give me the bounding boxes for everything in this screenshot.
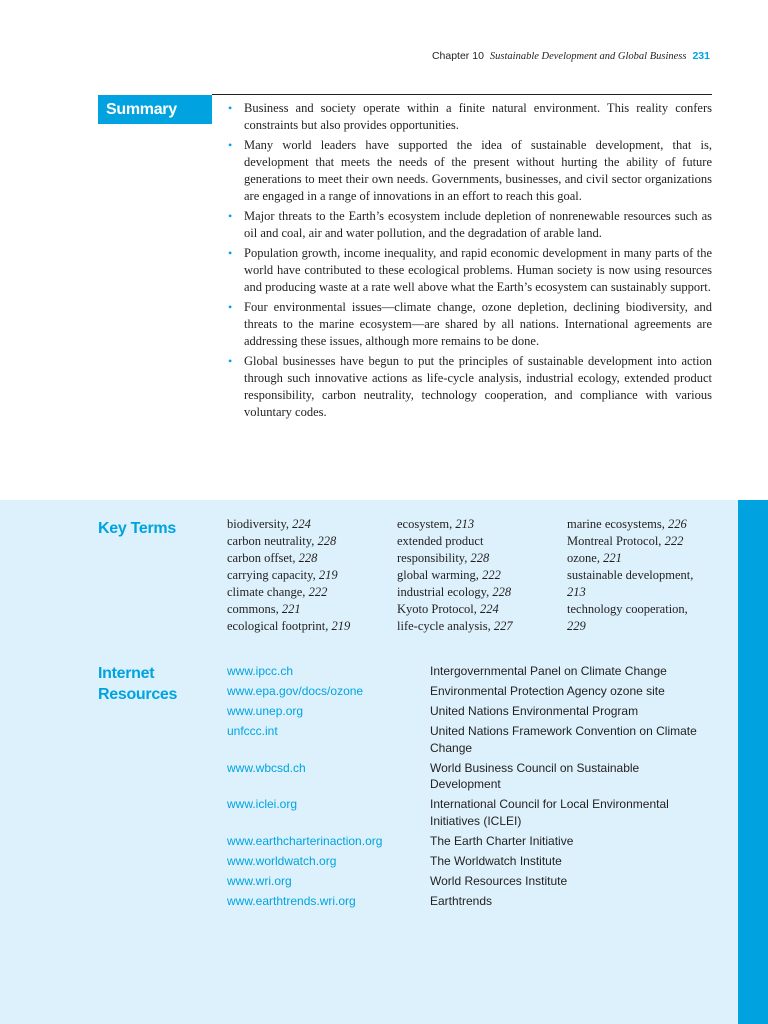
key-term: sustainable development, bbox=[567, 568, 694, 582]
summary-bullet: • Business and society operate within a finite natural environment. This reality confers constraints but also provides opportunities. bbox=[228, 101, 712, 132]
summary-bullet: • Many world leaders have supported the idea of sustainable development, that is, development that meets the needs of the present without hurting the ability of future generations to meet their own needs. Governments, businesses, and civil sector organizations are engaged in a range of innovations in an effort to reach this goal. bbox=[228, 138, 712, 203]
key-terms-heading: Key Terms bbox=[98, 520, 176, 537]
bullet-icon: • bbox=[228, 138, 233, 152]
resource-description: United Nations Framework Convention on Climate Change bbox=[430, 724, 697, 755]
key-term: carrying capacity, 219 bbox=[227, 568, 338, 582]
resource-link[interactable]: www.unep.org bbox=[227, 704, 304, 718]
resource-description: International Council for Local Environmental Initiatives (ICLEI) bbox=[430, 797, 669, 828]
resource-link[interactable]: www.wbcsd.ch bbox=[227, 760, 306, 775]
resource-row bbox=[227, 833, 705, 850]
chapter-label: Chapter 10 bbox=[431, 50, 484, 62]
resource-link[interactable]: www.ipcc.ch bbox=[227, 664, 294, 678]
key-term: ecosystem, 213 bbox=[397, 517, 475, 531]
resource-description: Environmental Protection Agency ozone site bbox=[430, 684, 665, 698]
resource-link[interactable]: www.wri.org bbox=[227, 873, 292, 888]
resource-row bbox=[227, 683, 705, 700]
key-term: carbon neutrality, 228 bbox=[227, 534, 337, 548]
resource-link[interactable]: www.earthcharterinaction.org bbox=[227, 833, 383, 848]
internet-resources-heading: Internet Resources bbox=[98, 665, 178, 703]
resource-description: United Nations Environmental Program bbox=[430, 704, 639, 718]
key-term: marine ecosystems, 226 bbox=[567, 517, 687, 531]
key-term: 229 bbox=[567, 619, 586, 633]
summary-bullet: • Global businesses have begun to put the principles of sustainable development into action through such innovative actions as life-cycle analysis, industrial ecology, extended product responsibility, carbon neutrality, technology cooperation, and compliance with various voluntary codes. bbox=[228, 354, 712, 419]
key-term: climate change, 222 bbox=[227, 585, 328, 599]
key-term: responsibility, 228 bbox=[397, 551, 490, 565]
resource-row bbox=[227, 760, 705, 793]
key-term: ecological footprint, 219 bbox=[227, 619, 351, 633]
resource-description: Intergovernmental Panel on Climate Change bbox=[430, 664, 667, 678]
chapter-title: Sustainable Development and Global Business bbox=[489, 51, 687, 62]
key-term: Kyoto Protocol, 224 bbox=[397, 602, 499, 616]
key-term: extended product bbox=[397, 534, 484, 548]
resource-description: The Worldwatch Institute bbox=[430, 853, 562, 868]
summary-list bbox=[226, 100, 712, 424]
resource-link[interactable]: www.earthtrends.wri.org bbox=[227, 893, 356, 908]
summary-bullet: • Population growth, income inequality, and rapid economic development in many parts of the world have contributed to these ecological problems. Human society is now using resources and producing waste at a rate well above what the Earth’s ecosystem can sustainably support. bbox=[228, 246, 712, 294]
bullet-icon: • bbox=[228, 101, 233, 115]
resource-row bbox=[227, 853, 705, 870]
key-term: technology cooperation, bbox=[567, 602, 688, 616]
key-terms-column-1 bbox=[227, 516, 392, 635]
key-terms-column-2 bbox=[397, 516, 562, 635]
resource-link[interactable]: www.worldwatch.org bbox=[227, 853, 337, 868]
resource-description: World Business Council on Sustainable Development bbox=[430, 760, 640, 791]
resource-row bbox=[227, 663, 705, 680]
key-term: global warming, 222 bbox=[397, 568, 501, 582]
resource-row bbox=[227, 893, 705, 910]
resource-description: World Resources Institute bbox=[430, 873, 568, 888]
key-term: industrial ecology, 228 bbox=[397, 585, 512, 599]
summary-top-rule bbox=[212, 94, 712, 95]
key-terms-column-3 bbox=[567, 516, 732, 635]
resource-link[interactable]: www.iclei.org bbox=[227, 797, 298, 811]
internet-resources-table bbox=[227, 663, 705, 913]
key-term: Montreal Protocol, 222 bbox=[567, 534, 684, 548]
resource-description: Earthtrends bbox=[430, 893, 493, 908]
summary-bullet: • Four environmental issues—climate change, ozone depletion, declining biodiversity, and threats to the marine ecosystem—are shared by all nations. International agreements are addressing these issues, although more remains to be done. bbox=[228, 300, 712, 348]
key-term: life-cycle analysis, 227 bbox=[397, 619, 513, 633]
key-term: 213 bbox=[567, 585, 586, 599]
resource-link[interactable]: www.epa.gov/docs/ozone bbox=[227, 684, 364, 698]
summary-bullet: • Major threats to the Earth’s ecosystem include depletion of nonrenewable resources such as oil and coal, air and water pollution, and the degradation of arable land. bbox=[228, 209, 712, 240]
key-term: biodiversity, 224 bbox=[227, 517, 311, 531]
resource-row bbox=[227, 703, 705, 720]
resource-description: The Earth Charter Initiative bbox=[430, 833, 574, 848]
bullet-icon: • bbox=[228, 209, 233, 223]
bullet-icon: • bbox=[228, 354, 233, 368]
page-number: 231 bbox=[692, 50, 710, 62]
key-term: carbon offset, 228 bbox=[227, 551, 318, 565]
bullet-icon: • bbox=[228, 246, 233, 260]
bullet-icon: • bbox=[228, 300, 233, 314]
summary-heading: Summary bbox=[98, 95, 212, 124]
page-edge-bar bbox=[738, 500, 768, 1024]
running-header bbox=[432, 50, 710, 62]
resource-row bbox=[227, 723, 705, 756]
resource-link[interactable]: unfccc.int bbox=[227, 724, 278, 738]
key-term: commons, 221 bbox=[227, 602, 301, 616]
key-term: ozone, 221 bbox=[567, 551, 622, 565]
resource-row bbox=[227, 873, 705, 890]
resource-row bbox=[227, 796, 705, 829]
